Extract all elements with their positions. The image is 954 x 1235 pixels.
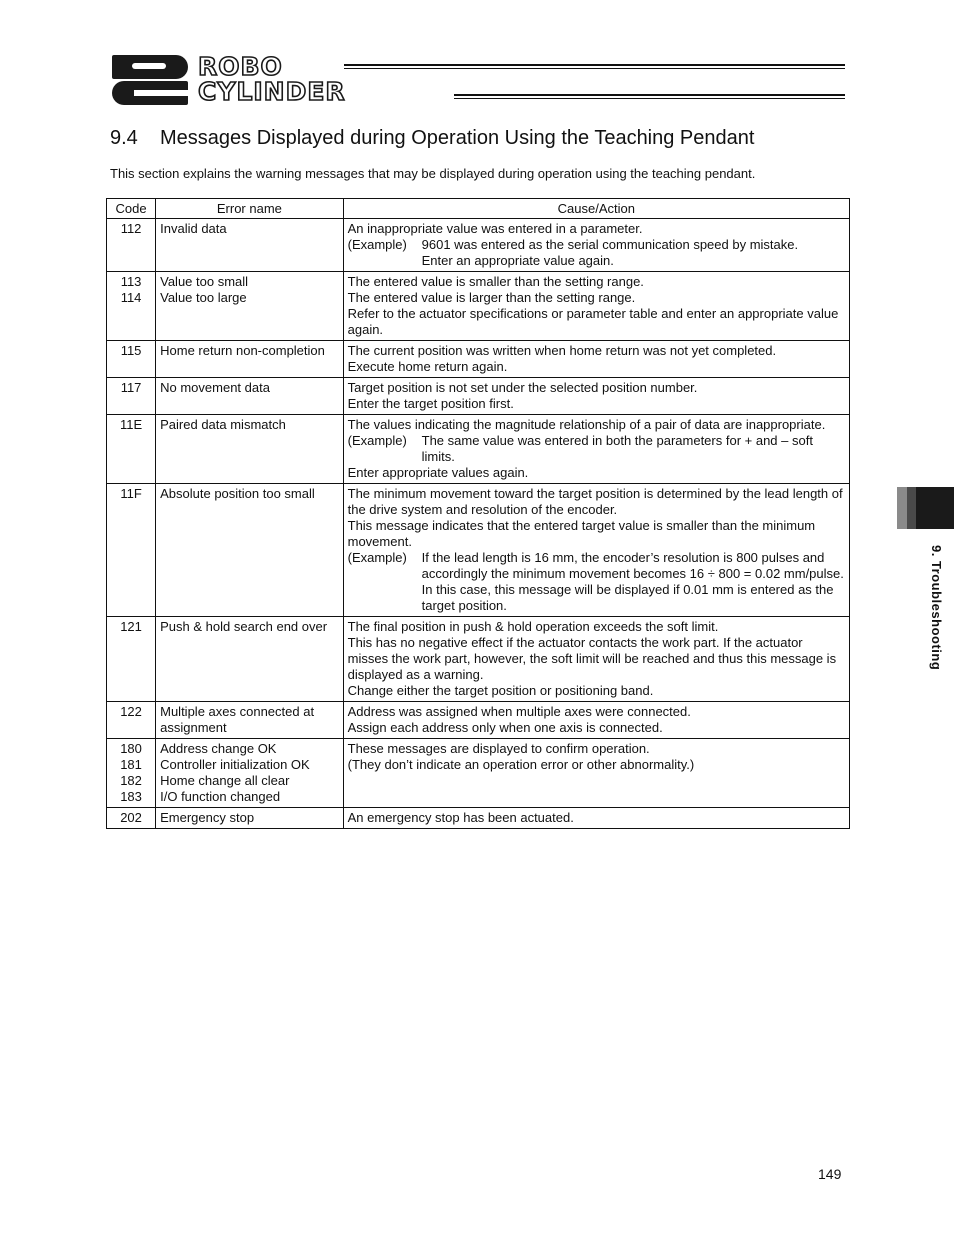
example-text: If the lead length is 16 mm, the encoder’s resolution is 800 pulses and accordingly the minimum movement becomes 16 ÷ 800 = 0.02 mm/pulse. xyxy=(421,550,844,581)
cause-line: The entered value is larger than the setting range. xyxy=(347,290,636,305)
code-cell xyxy=(107,272,156,341)
error-code: 181 xyxy=(120,757,142,772)
header-code: Code xyxy=(107,199,156,219)
cause-line: An inappropriate value was entered in a parameter. xyxy=(347,221,643,236)
cause-indented-line: Enter an appropriate value again. xyxy=(421,253,614,268)
error-name: Paired data mismatch xyxy=(160,417,286,432)
cause-action-cell xyxy=(343,739,849,808)
error-name: Controller initialization OK xyxy=(160,757,310,772)
table-row xyxy=(107,484,850,617)
error-code: 182 xyxy=(120,773,142,788)
error-name-cell xyxy=(156,739,344,808)
logo-word-cylinder: CYLINDER xyxy=(198,77,346,106)
cause-line: The current position was written when home return was not yet completed. xyxy=(347,343,777,358)
cause-line: The entered value is smaller than the setting range. xyxy=(347,274,644,289)
error-code: 11F xyxy=(120,486,142,501)
error-name: No movement data xyxy=(160,380,270,395)
table-row xyxy=(107,415,850,484)
error-code: 115 xyxy=(120,343,142,358)
cause-action-cell xyxy=(343,702,849,739)
code-cell xyxy=(107,415,156,484)
example-line xyxy=(348,237,845,253)
section-title xyxy=(110,127,754,150)
error-name: Home return non-completion xyxy=(160,343,325,358)
error-code: 11E xyxy=(119,417,143,432)
error-name: Multiple axes connected at assignment xyxy=(160,704,315,735)
cause-action-cell xyxy=(343,272,849,341)
header-cause-action: Cause/Action xyxy=(343,199,849,219)
example-text: 9601 was entered as the serial communication speed by mistake. xyxy=(421,237,799,252)
cause-action-cell xyxy=(343,378,849,415)
cause-line: This has no negative effect if the actuator contacts the work part. If the actuator misses the work part, however, the soft limit will be reached and thus this message is displayed as a warning. xyxy=(347,635,837,682)
cause-line: The values indicating the magnitude relationship of a pair of data are inappropriate. xyxy=(347,417,826,432)
header-rule-top xyxy=(344,64,845,69)
error-code: 117 xyxy=(120,380,142,395)
page-number: 149 xyxy=(818,1166,842,1182)
error-code: 180 xyxy=(120,741,142,756)
error-name-cell xyxy=(156,808,344,829)
rc-logo-icon xyxy=(112,55,188,105)
cause-line: Address was assigned when multiple axes were connected. xyxy=(347,704,691,719)
cause-action-cell xyxy=(343,219,849,272)
example-line xyxy=(348,550,845,582)
table-row xyxy=(107,617,850,702)
error-name-cell xyxy=(156,272,344,341)
error-name-cell xyxy=(156,341,344,378)
cause-action-cell xyxy=(343,808,849,829)
error-name-cell xyxy=(156,378,344,415)
cause-line: (They don’t indicate an operation error or other abnormality.) xyxy=(347,757,695,772)
error-code: 112 xyxy=(120,221,142,236)
section-intro: This section explains the warning messages that may be displayed during operation using the teaching pendant. xyxy=(110,166,756,181)
error-name-cell xyxy=(156,415,344,484)
cause-action-cell xyxy=(343,484,849,617)
cause-line: Assign each address only when one axis is connected. xyxy=(347,720,663,735)
error-name: Value too large xyxy=(160,290,247,305)
error-code: 183 xyxy=(120,789,142,804)
section-title-text: Messages Displayed during Operation Using the Teaching Pendant xyxy=(160,127,755,149)
table-row xyxy=(107,808,850,829)
cause-line: An emergency stop has been actuated. xyxy=(347,810,574,825)
section-number: 9.4 xyxy=(110,127,138,149)
example-label: (Example) xyxy=(347,433,407,448)
error-name: Push & hold search end over xyxy=(160,619,328,634)
cause-line: Enter appropriate values again. xyxy=(347,465,529,480)
code-cell xyxy=(107,617,156,702)
error-name: Value too small xyxy=(160,274,249,289)
error-name: Absolute position too small xyxy=(160,486,315,501)
cause-line: Change either the target position or positioning band. xyxy=(347,683,654,698)
error-name-cell xyxy=(156,702,344,739)
code-cell xyxy=(107,808,156,829)
table-body xyxy=(107,219,850,829)
example-label: (Example) xyxy=(347,237,407,252)
table-row xyxy=(107,702,850,739)
cause-line: The minimum movement toward the target position is determined by the lead length of the drive system and resolution of the encoder. xyxy=(347,486,843,517)
cause-line: The final position in push & hold operation exceeds the soft limit. xyxy=(347,619,719,634)
table-header-row xyxy=(107,199,850,219)
cause-line: Execute home return again. xyxy=(347,359,508,374)
cause-action-cell xyxy=(343,617,849,702)
error-name-cell xyxy=(156,484,344,617)
cause-line: These messages are displayed to confirm operation. xyxy=(347,741,650,756)
example-label: (Example) xyxy=(347,550,407,565)
cause-action-cell xyxy=(343,415,849,484)
code-cell xyxy=(107,341,156,378)
error-code: 113 xyxy=(120,274,142,289)
error-name: Address change OK xyxy=(160,741,277,756)
error-name: Emergency stop xyxy=(160,810,255,825)
cause-line: Enter the target position first. xyxy=(347,396,514,411)
error-name: I/O function changed xyxy=(160,789,281,804)
error-name-cell xyxy=(156,617,344,702)
code-cell xyxy=(107,702,156,739)
table-row xyxy=(107,378,850,415)
code-cell xyxy=(107,739,156,808)
code-cell xyxy=(107,219,156,272)
cause-line: This message indicates that the entered target value is smaller than the minimum movement. xyxy=(347,518,816,549)
cause-indented-line: In this case, this message will be displayed if 0.01 mm is entered as the target position. xyxy=(421,582,834,613)
table-row xyxy=(107,739,850,808)
cause-action-cell xyxy=(343,341,849,378)
error-name-cell xyxy=(156,219,344,272)
cause-line: Target position is not set under the selected position number. xyxy=(347,380,698,395)
code-cell xyxy=(107,484,156,617)
error-code: 121 xyxy=(120,619,142,634)
error-code: 202 xyxy=(120,810,142,825)
header-error-name: Error name xyxy=(156,199,344,219)
code-cell xyxy=(107,378,156,415)
cause-line: Refer to the actuator specifications or parameter table and enter an appropriate value again. xyxy=(347,306,839,337)
chapter-tab-marker xyxy=(897,487,954,529)
table-row xyxy=(107,341,850,378)
error-name: Invalid data xyxy=(160,221,227,236)
error-code: 122 xyxy=(120,704,142,719)
chapter-tab-label: 9. Troubleshooting xyxy=(929,545,944,671)
example-line xyxy=(348,433,845,465)
robo-cylinder-logo xyxy=(112,52,852,106)
error-message-table xyxy=(106,198,850,829)
table-row xyxy=(107,219,850,272)
error-code: 114 xyxy=(120,290,142,305)
logo-word-robo: ROBO xyxy=(198,52,283,81)
header-rule-bottom xyxy=(454,94,845,99)
example-text: The same value was entered in both the parameters for + and – soft limits. xyxy=(421,433,813,464)
table-row xyxy=(107,272,850,341)
error-name: Home change all clear xyxy=(160,773,290,788)
